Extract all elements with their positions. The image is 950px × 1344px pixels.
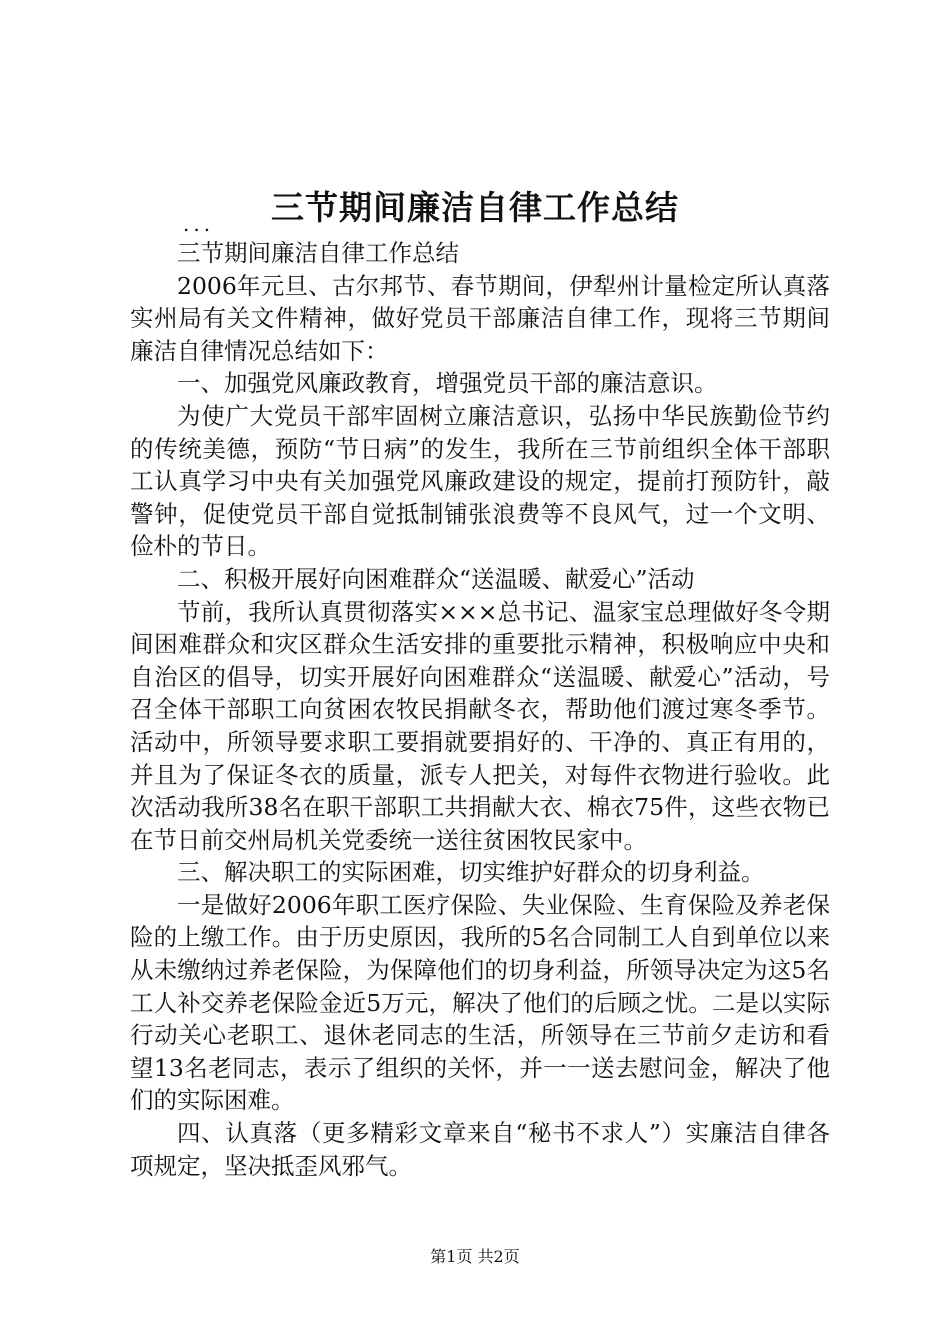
document-title: 三节期间廉洁自律工作总结: [271, 188, 679, 227]
section-heading-4: 四、认真落（更多精彩文章来自“秘书不求人”）实廉洁自律各项规定，坚决抵歪风邪气。: [130, 1119, 830, 1180]
ellipsis-mark: ...: [183, 212, 215, 236]
section-body-1: 为使广大党员干部牢固树立廉洁意识，弘扬中华民族勤俭节约的传统美德，预防“节日病”的发生，我所在三节前组织全体干部职工认真学习中央有关加强党风廉政建设的规定，提前打预防针，敲警钟，促使党员干部自觉抵制铺张浪费等不良风气，过一个文明、俭朴的节日。: [130, 401, 830, 561]
section-heading-1: 一、加强党风廉政教育，增强党员干部的廉洁意识。: [177, 369, 718, 398]
document-body: [130, 237, 830, 1182]
section-heading-3: 三、解决职工的实际困难，切实维护好群众的切身利益。: [177, 858, 765, 887]
section-body-2: 节前，我所认真贯彻落实×××总书记、温家宝总理做好冬令期间困难群众和灾区群众生活安排的重要批示精神，积极响应中央和自治区的倡导，切实开展好向困难群众“送温暖、献爱心”活动，号召全体干部职工向贫困农牧民捐献冬衣，帮助他们渡过寒冬季节。活动中，所领导要求职工要捐就要捐好的、干净的、真正有用的，并且为了保证冬衣的质量，派专人把关，对每件衣物进行验收。此次活动我所38名在职干部职工共捐献大衣、棉衣75件，这些衣物已在节日前交州局机关党委统一送往贫困牧民家中。: [130, 597, 830, 854]
subtitle-paragraph: 三节期间廉洁自律工作总结: [177, 239, 459, 267]
page-footer: 第1页 共2页: [430, 1247, 520, 1266]
section-body-3: 一是做好2006年职工医疗保险、失业保险、生育保险及养老保险的上缴工作。由于历史原因，我所的5名合同制工人自到单位以来从未缴纳过养老保险，为保障他们的切身利益，所领导决定为这5名工人补交养老保险金近5万元，解决了他们的后顾之忧。二是以实际行动关心老职工、退休老同志的生活，所领导在三节前夕走访和看望13名老同志，表示了组织的关怀，并一一送去慰问金，解决了他们的实际困难。: [130, 890, 830, 1115]
section-heading-2: 二、积极开展好向困难群众“送温暖、献爱心”活动: [177, 564, 695, 593]
intro-paragraph: 2006年元旦、古尔邦节、春节期间，伊犁州计量检定所认真落实州局有关文件精神，做好党员干部廉洁自律工作，现将三节期间廉洁自律情况总结如下：: [130, 271, 830, 365]
